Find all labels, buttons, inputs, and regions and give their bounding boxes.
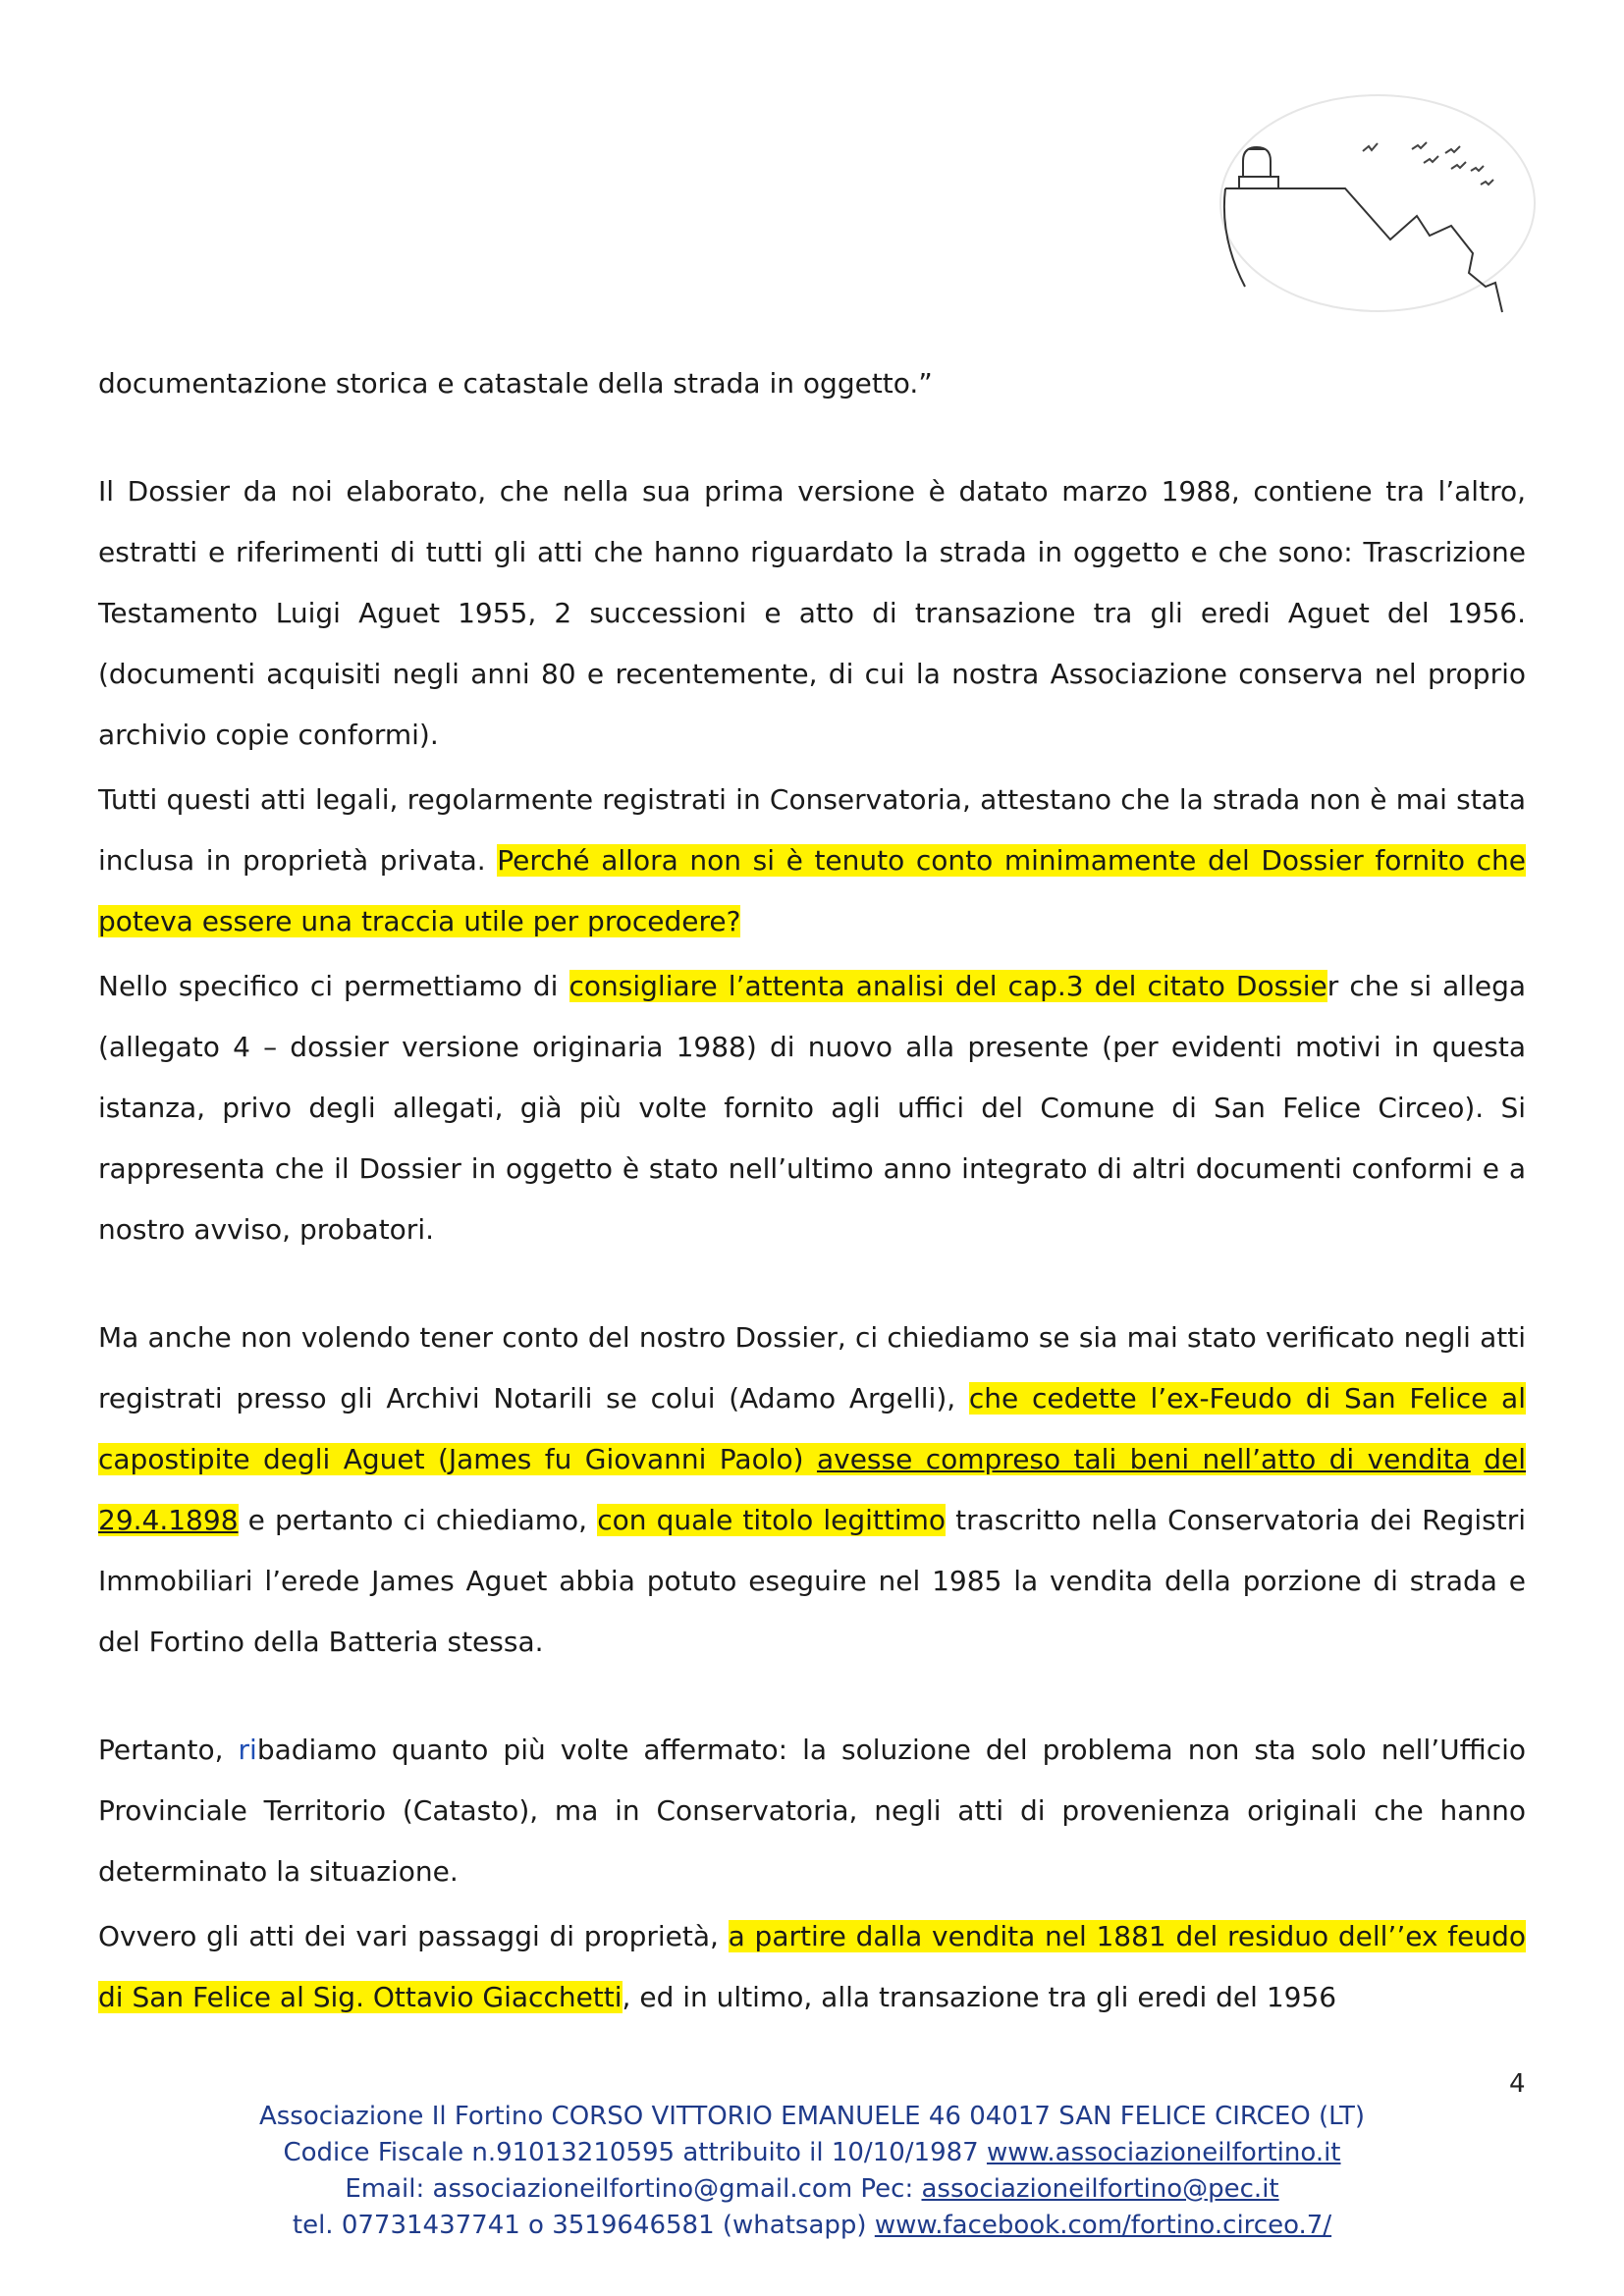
highlight-1881-sale: a partire dalla vendita nel 1881 del residuo dell’’ex feudo di San Felice al Sig. Ottavio Giacchetti <box>98 1920 1527 2013</box>
document-body <box>98 353 1526 2028</box>
footer-fiscal-code: Codice Fiscale n.91013210595 attribuito il 10/10/1987 www.associazioneilfortino.it <box>283 2138 1341 2167</box>
pec-link[interactable]: associazioneilfortino@pec.it <box>921 2174 1279 2204</box>
paragraph-5: Ma anche non volendo tener conto del nostro Dossier, ci chiediamo se sia mai stato verificato negli atti registrati presso gli Archivi Notarili se colui (Adamo Argelli), che cedette l’ex-Feudo di San Felice al capostipite degli Aguet (James fu Giovanni Paolo) avesse compreso tali beni nell’atto di vendita del 29.4.1898 e pertanto ci chiediamo, con quale titolo legittimo trascritto nella Conservatoria dei Registri Immobiliari l’erede James Aguet abbia potuto eseguire nel 1985 la vendita della porzione di strada e del Fortino della Batteria stessa. <box>98 1321 1527 1658</box>
paragraph-1: documentazione storica e catastale della strada in oggetto.” <box>98 367 933 400</box>
website-link[interactable]: www.associazioneilfortino.it <box>986 2138 1341 2167</box>
highlight-legal-title: con quale titolo legittimo <box>597 1504 947 1536</box>
paragraph-7: Ovvero gli atti dei vari passaggi di proprietà, a partire dalla vendita nel 1881 del residuo dell’’ex feudo di San Felice al Sig. Ottavio Giacchetti, ed in ultimo, alla transazione tra gli eredi del 1956 <box>98 1920 1527 2013</box>
highlight-feudo-sale: che cedette l’ex-Feudo di San Felice al capostipite degli Aguet (James fu Giovanni Paolo) avesse compreso tali beni nell’atto di vendita del 29.4.1898 <box>98 1382 1527 1536</box>
paragraph-6: Pertanto, ribadiamo quanto più volte affermato: la soluzione del problema non sta solo nell’Ufficio Provinciale Territorio (Catasto), ma in Conservatoria, negli atti di provenienza originali che hanno determinato la situazione. <box>98 1734 1527 1888</box>
paragraph-2: Il Dossier da noi elaborato, che nella sua prima versione è datato marzo 1988, contiene tra l’altro, estratti e riferimenti di tutti gli atti che hanno riguardato la strada in oggetto e che sono: Trascrizione Testamento Luigi Aguet 1955, 2 successioni e atto di transazione tra gli eredi Aguet del 1956. (documenti acquisiti negli anni 80 e recentemente, di cui la nostra Associazione conserva nel proprio archivio copie conformi). <box>98 475 1526 751</box>
paragraph-4: Nello specifico ci permettiamo di consigliare l’attenta analisi del cap.3 del citato Dossier che si allega (allegato 4 – dossier versione originaria 1988) di nuovo alla presente (per evidenti motivi in questa istanza, privo degli allegati, già più volte fornito agli uffici del Comune di San Felice Circeo). Si rappresenta che il Dossier in oggetto è stato nell’ultimo anno integrato di altri documenti conformi e a nostro avviso, probatori. <box>98 970 1527 1246</box>
fortino-logo-icon <box>1216 90 1540 316</box>
footer <box>0 2099 1624 2244</box>
paragraph-3: Tutti questi atti legali, regolarmente registrati in Conservatoria, attestano che la strada non è mai stata inclusa in proprietà privata. Perché allora non si è tenuto conto minimamente del Dossier fornito che poteva essere una traccia utile per procedere? <box>98 783 1526 937</box>
footer-email: Email: associazioneilfortino@gmail.com Pec: associazioneilfortino@pec.it <box>345 2174 1279 2204</box>
highlight-dossier-question: Perché allora non si è tenuto conto minimamente del Dossier fornito che poteva essere una traccia utile per procedere? <box>98 844 1526 937</box>
footer-phone: tel. 07731437741 o 3519646581 (whatsapp) www.facebook.com/fortino.circeo.7/ <box>292 2211 1332 2240</box>
footer-address: Associazione Il Fortino CORSO VITTORIO EMANUELE 46 04017 SAN FELICE CIRCEO (LT) <box>258 2102 1366 2131</box>
facebook-link[interactable]: www.facebook.com/fortino.circeo.7/ <box>874 2211 1332 2240</box>
highlight-dossier-analysis: consigliare l’attenta analisi del cap.3 del citato Dossie <box>568 970 1327 1002</box>
page-number: 4 <box>1509 2069 1526 2099</box>
